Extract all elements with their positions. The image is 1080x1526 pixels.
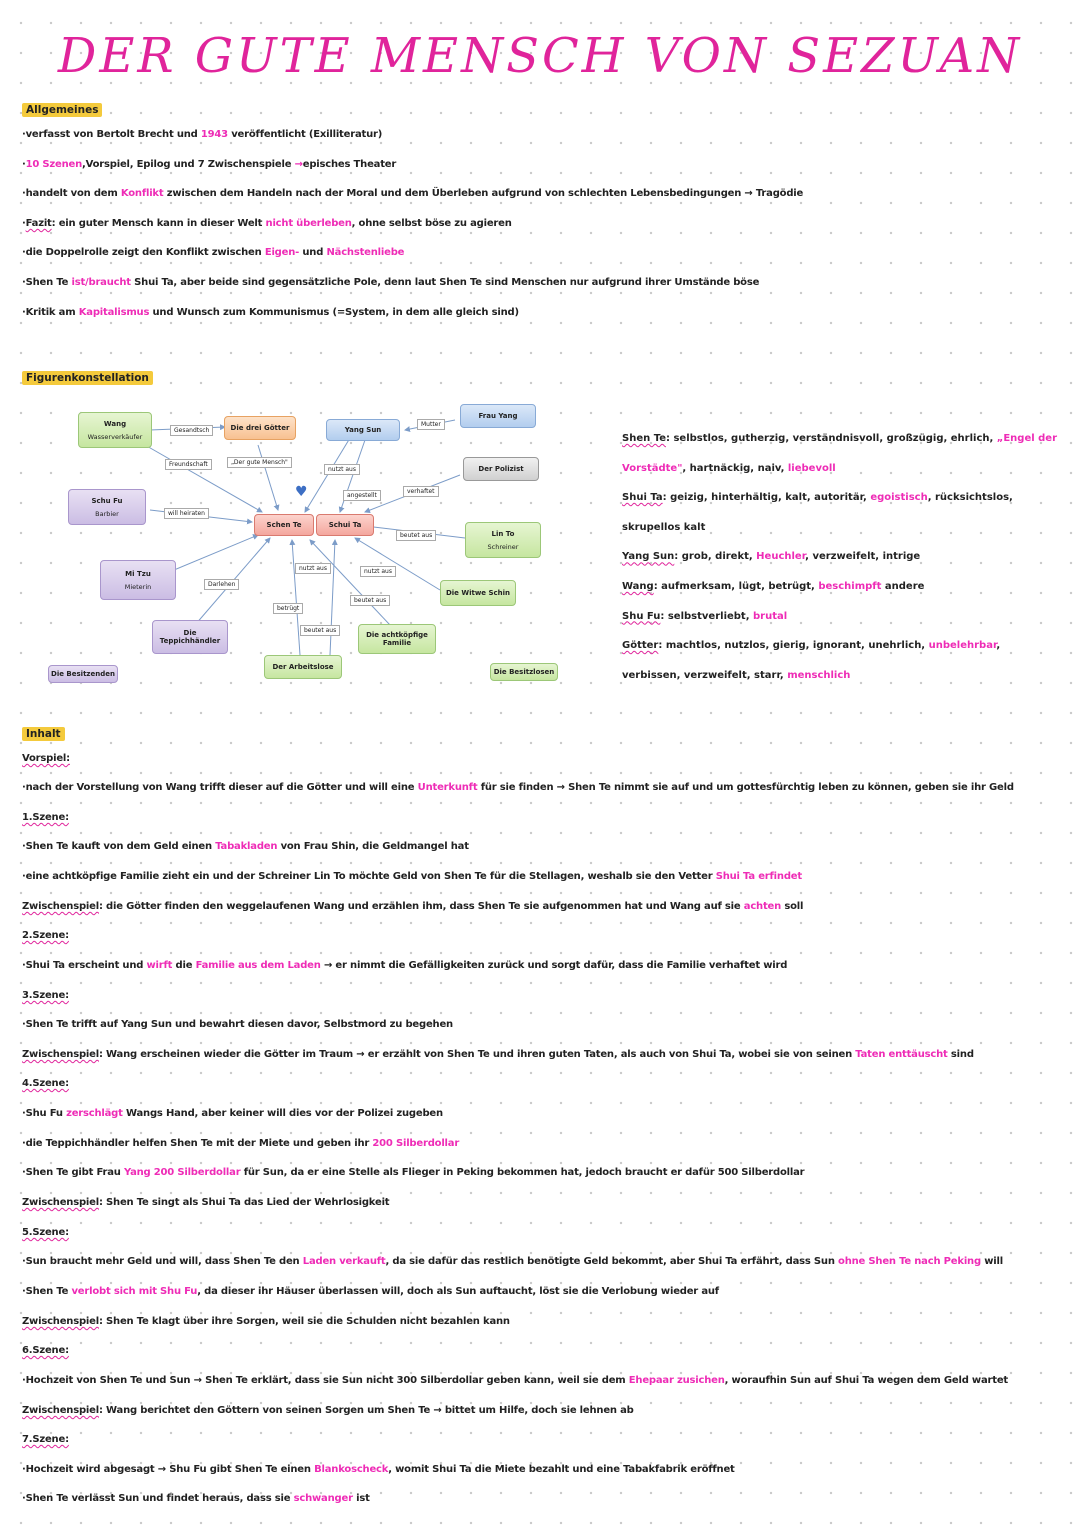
node-besitzenden: Die Besitzenden (48, 665, 118, 683)
heading-inhalt: Inhalt (22, 727, 65, 741)
allg-line-1: ·verfasst von Bertolt Brecht und 1943 veröffentlicht (Exilliteratur) (22, 129, 383, 140)
section-inhalt (22, 722, 65, 741)
allg-line-7: ·Kritik am Kapitalismus und Wunsch zum Kommunismus (=System, in dem alle gleich sind) (22, 307, 519, 318)
szene3-line-a: ·Shen Te trifft auf Yang Sun und bewahrt diesen davor, Selbstmord zu begehen (22, 1019, 453, 1030)
szene4-line-c: ·Shen Te gibt Frau Yang 200 Silberdollar für Sun, da er eine Stelle als Flieger in Peking bekommen hat, jedoch braucht er dafür 500 Silberdollar (22, 1167, 805, 1178)
traits-goetter: Götter: machtlos, nutzlos, gierig, ignorant, unehrlich, unbelehrbar, verbissen, verzweifelt, starr, menschlich (622, 640, 1001, 681)
szene5-heading: 5.Szene: (22, 1227, 69, 1238)
szene5-line-b: ·Shen Te verlobt sich mit Shu Fu, da dieser ihr Häuser überlassen will, doch als Sun auftaucht, löst sie die Verlobung wieder auf (22, 1286, 719, 1297)
node-teppich: Die Teppichhändler (152, 620, 228, 654)
szene7-line-a: ·Hochzeit wird abgesagt → Shu Fu gibt Shen Te einen Blankoscheck, womit Shui Ta die Miete bezahlt und eine Tabakfabrik eröffnet (22, 1464, 735, 1475)
label-beutet3: beutet aus (300, 625, 340, 636)
allg-line-4: ·Fazit: ein guter Mensch kann in dieser Welt nicht überleben, ohne selbst böse zu agieren (22, 218, 512, 229)
szene1-heading: 1.Szene: (22, 812, 69, 823)
label-heiraten: will heiraten (164, 508, 209, 519)
zwischenspiel-1: Zwischenspiel: die Götter finden den weggelaufenen Wang und erzählen ihm, dass Shen Te sie aufgenommen hat und Wang auf sie achten soll (22, 901, 804, 912)
label-beutet2: beutet aus (350, 595, 390, 606)
node-besitzlosen: Die Besitzlosen (490, 663, 558, 681)
zwischenspiel-6: Zwischenspiel: Wang berichtet den Göttern von seinen Sorgen um Shen Te → bittet um Hilfe, doch sie lehnen ab (22, 1405, 634, 1416)
szene6-line-a: ·Hochzeit von Shen Te und Sun → Shen Te erklärt, dass sie Sun nicht 300 Silberdollar geben kann, weil sie dem Ehepaar zusichen, woraufhin Sun auf Shui Ta wegen dem Geld wartet (22, 1375, 1008, 1386)
node-yangsun: Yang Sun (326, 419, 400, 441)
node-shente: Schen Te (254, 514, 314, 536)
szene4-line-a: ·Shu Fu zerschlägt Wangs Hand, aber keiner will dies vor der Polizei zugeben (22, 1108, 443, 1119)
szene3-heading: 3.Szene: (22, 990, 69, 1001)
zwischenspiel-4: Zwischenspiel: Shen Te singt als Shui Ta das Lied der Wehrlosigkeit (22, 1197, 390, 1208)
label-nutzt3: nutzt aus (360, 566, 396, 577)
label-gesandt: Gesandtsch (170, 425, 213, 436)
label-nutzt2: nutzt aus (295, 563, 331, 574)
allg-line-3: ·handelt von dem Konflikt zwischen dem Handeln nach der Moral und dem Überleben aufgrund von schlechten Lebensbedingungen → Tragödie (22, 188, 804, 199)
label-freund: Freundschaft (165, 459, 212, 470)
node-familie: Die achtköpfige Familie (358, 624, 436, 654)
label-verhaftet: verhaftet (403, 486, 439, 497)
node-schufu: Schu Fu Barbier (68, 489, 146, 525)
allg-line-2: ·10 Szenen,Vorspiel, Epilog und 7 Zwischenspiele →episches Theater (22, 159, 397, 170)
node-goetter: Die drei Götter (224, 416, 296, 440)
node-shuita: Schui Ta (316, 514, 374, 536)
zwischenspiel-3: Zwischenspiel: Wang erscheinen wieder die Götter im Traum → er erzählt von Shen Te und ihren guten Taten, als auch von Shui Ta, wobei sie von seinen Taten enttäuscht sind (22, 1049, 974, 1060)
label-guter: „Der gute Mensch" (227, 457, 292, 468)
heart-icon: ♥ (295, 484, 308, 500)
label-beutet1: beutet aus (396, 530, 436, 541)
node-arbeitslose: Der Arbeitslose (264, 655, 342, 679)
heading-allgemeines: Allgemeines (22, 103, 102, 117)
node-witwe: Die Witwe Schin (440, 580, 516, 606)
traits-shufu: Shu Fu: selbstverliebt, brutal (622, 610, 788, 622)
zwischenspiel-5: Zwischenspiel: Shen Te klagt über ihre Sorgen, weil sie die Schulden nicht bezahlen kann (22, 1316, 510, 1327)
label-darlehen: Darlehen (204, 579, 239, 590)
label-nutzt1: nutzt aus (324, 464, 360, 475)
node-mitzu: Mi Tzu Mieterin (100, 560, 176, 600)
node-polizist: Der Polizist (463, 457, 539, 481)
szene2-heading: 2.Szene: (22, 930, 69, 941)
szene5-line-a: ·Sun braucht mehr Geld und will, dass Shen Te den Laden verkauft, da sie dafür das restlich benötigte Geld bekommt, aber Shui Ta erfährt, dass Sun ohne Shen Te nach Peking will (22, 1256, 1003, 1267)
label-mutter: Mutter (417, 419, 445, 430)
allg-line-5: ·die Doppelrolle zeigt den Konflikt zwischen Eigen- und Nächstenliebe (22, 247, 405, 258)
character-traits (622, 424, 1062, 690)
szene7-heading: 7.Szene: (22, 1434, 69, 1445)
traits-shuita: Shui Ta: geizig, hinterhältig, kalt, autoritär, egoistisch, rücksichtslos, skrupellos kalt (622, 492, 1013, 533)
page-title: DER GUTE MENSCH VON SEZUAN (57, 28, 1023, 84)
szene4-heading: 4.Szene: (22, 1078, 69, 1089)
node-wang: Wang Wasserverkäufer (78, 412, 152, 448)
szene1-line-b: ·eine achtköpfige Familie zieht ein und der Schreiner Lin To möchte Geld von Shen Te für die Stellagen, weshalb sie den Vetter Shui Ta erfindet (22, 871, 802, 882)
traits-yangsun: Yang Sun: grob, direkt, Heuchler, verzweifelt, intrige (622, 551, 921, 563)
vorspiel-line: ·nach der Vorstellung von Wang trifft dieser auf die Götter und will eine Unterkunft für sie finden → Shen Te nimmt sie auf und um gottesfürchtig leben zu können, geben sie ihr Geld (22, 782, 1014, 793)
szene6-heading: 6.Szene: (22, 1345, 69, 1356)
label-betrugt: betrügt (273, 603, 303, 614)
node-frauyang: Frau Yang (460, 404, 536, 428)
vorspiel-heading: Vorspiel: (22, 753, 70, 764)
szene2-line-a: ·Shui Ta erscheint und wirft die Familie aus dem Laden → er nimmt die Gefälligkeiten zurück und sorgt dafür, dass die Familie verhaftet wird (22, 960, 788, 971)
szene1-line-a: ·Shen Te kauft von dem Geld einen Tabakladen von Frau Shin, die Geldmangel hat (22, 841, 469, 852)
heading-figuren: Figurenkonstellation (22, 371, 153, 385)
szene4-line-b: ·die Teppichhändler helfen Shen Te mit der Miete und geben ihr 200 Silberdollar (22, 1138, 460, 1149)
label-angestellt: angestellt (343, 490, 381, 501)
allg-line-6: ·Shen Te ist/braucht Shui Ta, aber beide sind gegensätzliche Pole, denn laut Shen Te sind Menschen nur aufgrund ihrer Umstände böse (22, 277, 760, 288)
node-linto: Lin To Schreiner (465, 522, 541, 558)
traits-wang: Wang: aufmerksam, lügt, betrügt, beschimpft andere (622, 580, 925, 592)
traits-shente: Shen Te: selbstlos, gutherzig, verständnisvoll, großzügig, ehrlich, „Engel der Vorstädte", hartnäckig, naiv, liebevoll (622, 433, 1058, 474)
szene7-line-b: ·Shen Te verlässt Sun und findet heraus, dass sie schwanger ist (22, 1493, 370, 1504)
